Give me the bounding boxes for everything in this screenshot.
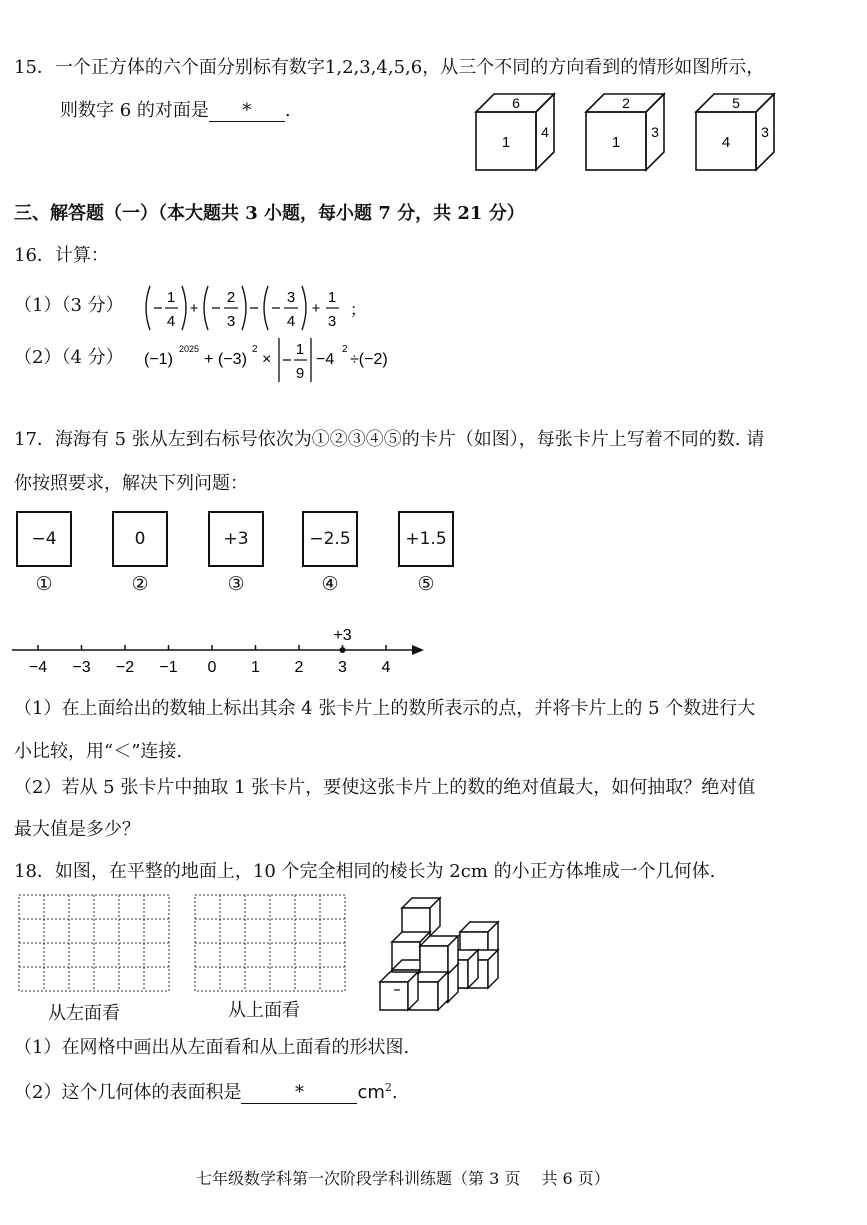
q18-answer-blank[interactable]: * — [241, 1083, 357, 1104]
expr2-abs-num: 1 — [295, 341, 305, 358]
expr2-plus: + — [204, 351, 214, 368]
q18-part1: （1）在网格中画出从左面看和从上面看的形状图. — [14, 1037, 410, 1058]
number-line-tick-label: −2 — [115, 659, 135, 676]
q15-cubes-figure — [470, 88, 790, 180]
expr2-base2: (−3) — [218, 351, 247, 368]
svg-text:+: + — [311, 300, 321, 317]
q17-part2-line1: （2）若从 5 张卡片中抽取 1 张卡片，要使这张卡片上的数的绝对值最大，如何抽取？绝对值 — [14, 777, 756, 798]
page-footer: 七年级数学科第一次阶段学科训练题（第 3 页 共 6 页） — [196, 1169, 610, 1188]
expr1-t2-num: 2 — [226, 289, 236, 306]
q17-part2-line2: 最大值是多少？ — [14, 819, 140, 840]
expr2-exp2: 2 — [252, 344, 258, 355]
card-3 — [208, 511, 264, 567]
cube3-side: 3 — [761, 124, 769, 140]
q18-part2-suffix: . — [391, 1082, 398, 1103]
cube-view-3 — [696, 94, 774, 170]
q18-part2 — [14, 1076, 398, 1105]
cube1-front: 1 — [501, 134, 511, 151]
cube2-top: 2 — [622, 95, 630, 111]
number-line[interactable] — [0, 618, 440, 680]
q17-part1-line1: （1）在上面给出的数轴上标出其余 4 张卡片上的数所表示的点，并将卡片上的 5 个数进行大 — [14, 698, 756, 719]
grid-left-view[interactable] — [18, 894, 172, 996]
q18-line1: 18．如图，在平整的地面上，10 个完全相同的棱长为 2cm 的小正方体堆成一个几何体. — [14, 861, 716, 882]
expr2-tail: ÷(−2) — [350, 351, 388, 368]
cube3-front: 4 — [721, 134, 731, 151]
svg-text:+: + — [189, 300, 199, 317]
grid-left-caption: 从左面看 — [48, 1003, 120, 1024]
expr2-abs-den: 9 — [295, 365, 305, 382]
cube1-side: 4 — [541, 124, 549, 140]
card-2-label: ② — [131, 573, 149, 595]
q18-part2-prefix: （2）这个几何体的表面积是 — [14, 1082, 242, 1103]
q15-line2-suffix: . — [284, 100, 291, 121]
q15-line2-prefix: 则数字 6 的对面是 — [60, 100, 209, 121]
number-line-tick-label: −1 — [159, 659, 178, 676]
q16-expression-1 — [140, 282, 380, 334]
expr2-exp3: 2 — [342, 344, 348, 355]
number-line-tick-label: 4 — [381, 659, 391, 676]
expr2-exp1: 2025 — [179, 344, 200, 354]
expr1-t4-den: 3 — [327, 313, 337, 330]
expr1-t1-den: 4 — [166, 313, 176, 330]
q16-part2-label: （2）（4 分） — [14, 347, 124, 368]
q18-unit-exp: 2 — [384, 1081, 392, 1094]
q15-line1: 15．一个正方体的六个面分别标有数字1,2,3,4,5,6，从三个不同的方向看到的情形如图所示， — [14, 57, 765, 78]
grid-top-caption: 从上面看 — [228, 1000, 300, 1021]
expr1-end: ； — [350, 302, 367, 319]
number-line-arrow — [412, 645, 424, 655]
number-line-tick-label: 1 — [251, 659, 260, 676]
expr2-times: × — [262, 351, 272, 368]
cube1-top: 6 — [512, 95, 520, 111]
number-line-tick-label: 2 — [294, 659, 304, 676]
card-2-value: 0 — [134, 529, 146, 549]
expr2-base1: (−1) — [144, 351, 173, 368]
q16-expression-2 — [142, 334, 402, 386]
cube-view-1 — [476, 94, 554, 170]
q16-part1-label: （1）（3 分） — [14, 295, 124, 316]
q16-title: 16．计算： — [14, 245, 109, 266]
cube2-side: 3 — [651, 124, 659, 140]
cube3-top: 5 — [732, 95, 740, 111]
card-5-label: ⑤ — [417, 573, 435, 595]
q17-line2: 你按照要求，解决下列问题： — [14, 473, 248, 494]
card-3-value: +3 — [223, 529, 249, 549]
card-5-value: +1.5 — [405, 529, 447, 549]
expr2-minus: −4 — [316, 351, 335, 368]
card-1-label: ① — [35, 573, 53, 595]
number-line-tick-label: 0 — [207, 659, 217, 676]
expr1-t1-num: 1 — [166, 289, 176, 306]
expr1-t4-num: 1 — [327, 289, 337, 306]
q17-line1: 17．海海有 5 张从左到右标号依次为①②③④⑤的卡片（如图），每张卡片上写着不同的数. 请 — [14, 429, 765, 450]
section-heading: 三、解答题（一）（本大题共 3 小题，每小题 7 分，共 21 分） — [14, 203, 525, 224]
card-1-value: −4 — [31, 529, 57, 549]
card-4-value: −2.5 — [309, 529, 351, 549]
card-4-label: ④ — [321, 573, 339, 595]
cube-view-2 — [586, 94, 664, 170]
number-line-marked-label: +3 — [333, 627, 352, 644]
q15-answer-blank[interactable]: * — [209, 101, 285, 122]
card-3-label: ③ — [227, 573, 245, 595]
card-4 — [302, 511, 358, 567]
q17-part1-line2: 小比较，用“＜”连接. — [14, 741, 183, 762]
q18-unit: cm — [357, 1082, 385, 1103]
cube2-front: 1 — [611, 134, 621, 151]
card-2 — [112, 511, 168, 567]
number-line-tick-label: 3 — [338, 659, 347, 676]
number-line-marked-point — [340, 647, 346, 653]
q15-line2 — [60, 99, 291, 123]
card-1 — [16, 511, 72, 567]
expr1-t3-num: 3 — [286, 289, 296, 306]
number-line-tick-label: −4 — [28, 659, 48, 676]
grid-top-view[interactable] — [194, 894, 348, 996]
expr1-t3-den: 4 — [286, 313, 296, 330]
card-5 — [398, 511, 454, 567]
number-line-tick-label: −3 — [72, 659, 91, 676]
q18-stacked-cubes-figure — [374, 890, 504, 1014]
expr1-t2-den: 3 — [226, 313, 236, 330]
